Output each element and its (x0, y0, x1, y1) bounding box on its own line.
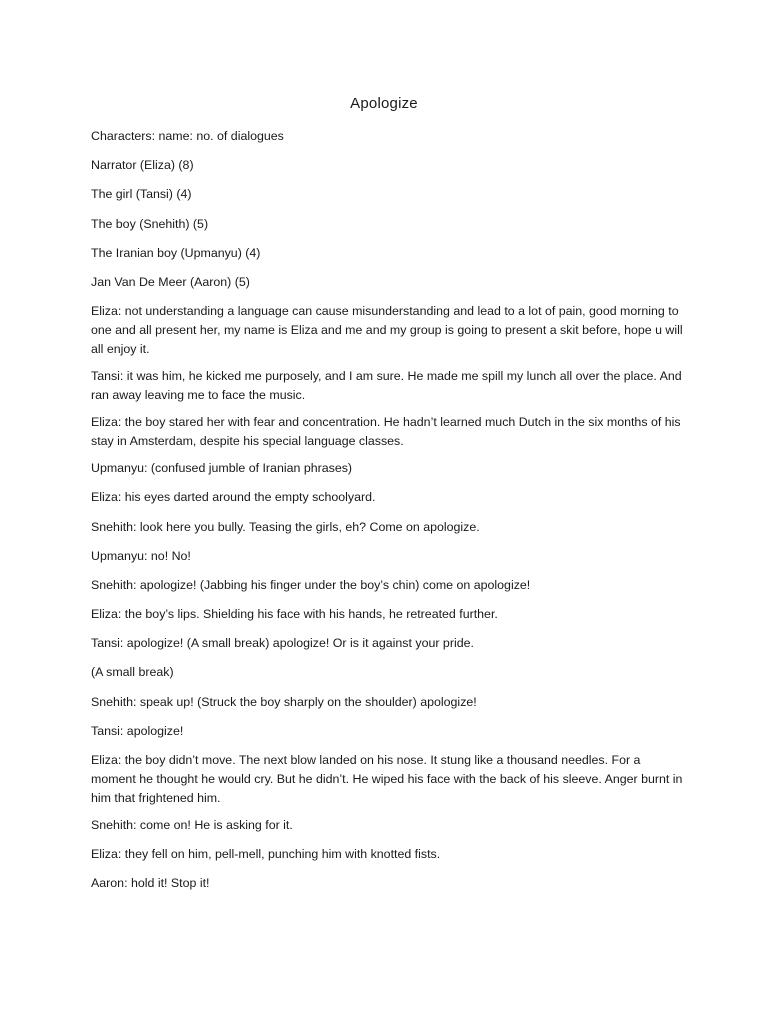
dialogue-line: Eliza: the boy’s lips. Shielding his face with his hands, he retreated further. (91, 607, 498, 622)
document-body (91, 127, 685, 904)
document-title: Apologize (350, 95, 418, 112)
character-entry: The girl (Tansi) (4) (91, 187, 192, 202)
character-entry: Jan Van De Meer (Aaron) (5) (91, 274, 250, 289)
stage-direction: (A small break) (91, 665, 174, 680)
character-entry: The Iranian boy (Upmanyu) (4) (91, 245, 261, 260)
dialogue-line: Aaron: hold it! Stop it! (91, 876, 210, 891)
characters-heading: Characters: name: no. of dialogues (91, 129, 284, 143)
dialogue-line: Upmanyu: no! No! (91, 548, 191, 563)
dialogue-line: Snehith: come on! He is asking for it. (91, 818, 293, 832)
dialogue-line: Eliza: the boy stared her with fear and concentration. He hadn’t learned much Dutch in the six months of his stay in Amsterdam, despite his special language classes. (91, 415, 681, 449)
dialogue-line: Tansi: it was him, he kicked me purposely, and I am sure. He made me spill my lunch all over the place. And ran away leaving me to face the music. (91, 369, 682, 403)
dialogue-line: Tansi: apologize! (A small break) apologize! Or is it against your pride. (91, 636, 474, 651)
dialogue-line: Snehith: apologize! (Jabbing his finger under the boy’s chin) come on apologize! (91, 577, 531, 592)
character-entry: Narrator (Eliza) (8) (91, 158, 194, 173)
dialogue-line: Snehith: speak up! (Struck the boy sharply on the shoulder) apologize! (91, 694, 477, 709)
dialogue-line: Eliza: not understanding a language can cause misunderstanding and lead to a lot of pain, good morning to one and all present her, my name is Eliza and me and my group is going to present a skit before, hope u will all enjoy it. (91, 304, 683, 357)
dialogue-line: Tansi: apologize! (91, 723, 184, 738)
dialogue-line: Eliza: his eyes darted around the empty schoolyard. (91, 490, 376, 505)
dialogue-line: Upmanyu: (confused jumble of Iranian phrases) (91, 461, 353, 476)
character-entry: The boy (Snehith) (5) (91, 216, 209, 231)
dialogue-line: Snehith: look here you bully. Teasing the girls, eh? Come on apologize. (91, 519, 480, 534)
dialogue-line: Eliza: the boy didn’t move. The next blow landed on his nose. It stung like a thousand needles. For a moment he thought he would cry. But he didn’t. He wiped his face with the back of his sleeve. Anger burnt in him that frightened him. (91, 753, 683, 805)
dialogue-line: Eliza: they fell on him, pell-mell, punching him with knotted fists. (91, 847, 441, 862)
